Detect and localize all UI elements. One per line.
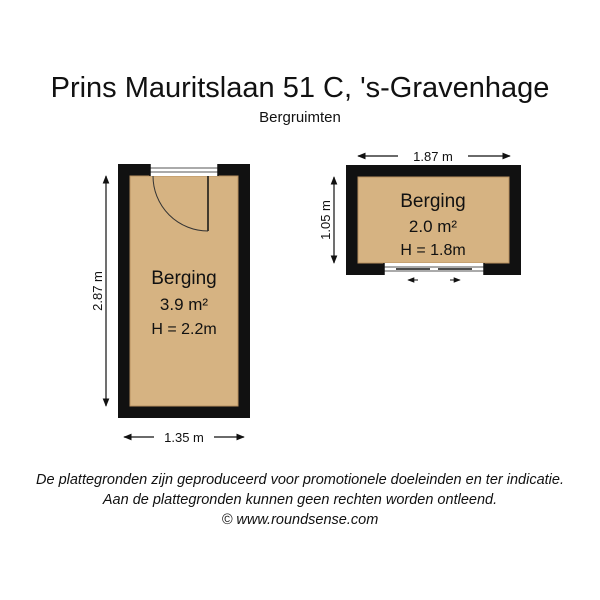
room-1-name: Berging [151,268,217,289]
page-subtitle: Bergruimten [259,109,341,126]
disclaimer [0,470,600,530]
room-2-name: Berging [400,191,466,212]
disclaimer-line-1: De plattegronden zijn geproduceerd voor promotionele doeleinden en ter indicatie. [36,472,564,488]
room-1-height: H = 2.2m [151,321,217,338]
room-1-depth-dimension [90,176,106,406]
disclaimer-line-2: Aan de plattegronden kunnen geen rechten worden ontleend. [102,492,498,508]
room-1-depth-label: 2.87 m [90,271,105,311]
room-2-width-dimension [358,149,510,164]
room-berging-2 [318,149,521,280]
room-2-area: 2.0 m² [408,217,458,236]
room-1-area: 3.9 m² [159,295,209,314]
room-1-width-dimension [124,430,244,445]
room-2-height: H = 1.8m [400,242,466,259]
room-2-depth-dimension [318,177,334,263]
room-1-floor [130,176,238,406]
room-2-depth-label: 1.05 m [318,200,333,240]
room-berging-1 [90,164,250,445]
room-2-width-label: 1.87 m [413,149,453,164]
page-title: Prins Mauritslaan 51 C, 's-Gravenhage [50,72,550,104]
sliding-door-icon [384,263,484,280]
copyright-link[interactable]: © www.roundsense.com [221,512,379,528]
room-1-width-label: 1.35 m [164,430,204,445]
